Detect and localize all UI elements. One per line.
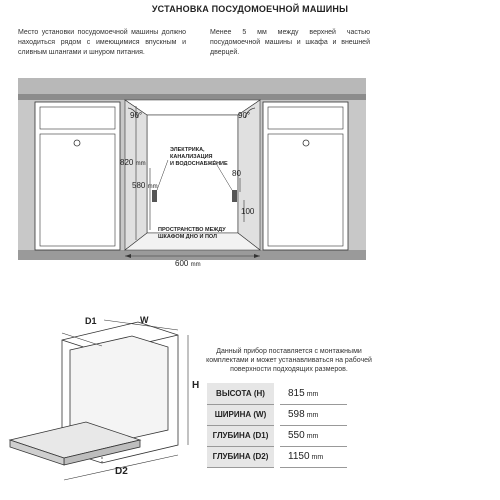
table-row (207, 383, 347, 404)
dimensions-table (207, 383, 347, 468)
right-cabinet (263, 102, 348, 250)
spec-label: ШИРИНА (W) (207, 404, 277, 425)
page-title: УСТАНОВКА ПОСУДОМОЕЧНОЙ МАШИНЫ (151, 4, 349, 14)
dim-80-label: 80 (232, 169, 241, 178)
spec-value: 598 mm (277, 404, 347, 425)
width-600-label: 600 mm (175, 259, 201, 268)
bottom-space-label-1: ПРОСТРАНСТВО МЕЖДУ (158, 227, 226, 233)
depth-580-label: 580 mm (132, 181, 158, 190)
label-d1: D1 (85, 316, 97, 326)
table-row (207, 425, 347, 446)
spec-value: 550 mm (277, 425, 347, 446)
countertop (18, 78, 366, 94)
spec-value: 1150 mm (277, 446, 347, 467)
spec-label: ГЛУБИНА (D2) (207, 446, 277, 467)
left-cabinet (35, 102, 120, 250)
floor (18, 250, 366, 260)
height-820-label: 820 mm (120, 158, 146, 167)
dim-100-label: 100 (241, 207, 255, 216)
angle-right-label: 90° (238, 111, 251, 120)
angle-left-label: 90° (130, 111, 143, 120)
note-hoses: Место установки посудомоечной машины должно находиться рядом с имеющимися впускным и сливным шлангами и шнуром питания. (18, 29, 186, 56)
label-d2: D2 (115, 466, 128, 477)
label-h: H (192, 380, 200, 391)
bottom-space-label-2: ШКАФОМ ДНО И ПОЛ (158, 234, 217, 240)
spec-label: ГЛУБИНА (D1) (207, 425, 277, 446)
spec-label: ВЫСОТА (H) (207, 383, 277, 404)
spec-value: 815 mm (277, 383, 347, 404)
utilities-label-3: И ВОДОСНАБЖЕНИЕ (170, 161, 228, 167)
utilities-label-1: ЭЛЕКТРИКА, (170, 147, 205, 153)
note-gap: Менее 5 мм между верхней частью посудомоечной машины и шкафа и внешней дверцей. (210, 29, 370, 56)
dishwasher-dimension-drawing (10, 320, 188, 480)
label-w: W (140, 315, 149, 325)
info-text: Данный прибор поставляется с монтажными комплектами и может устанавливаться на рабочей поверхности подходящих размеров. (206, 348, 372, 373)
table-row (207, 404, 347, 425)
utilities-label-2: КАНАЛИЗАЦИЯ (170, 154, 213, 160)
countertop-shadow (18, 94, 366, 100)
table-row (207, 446, 347, 467)
